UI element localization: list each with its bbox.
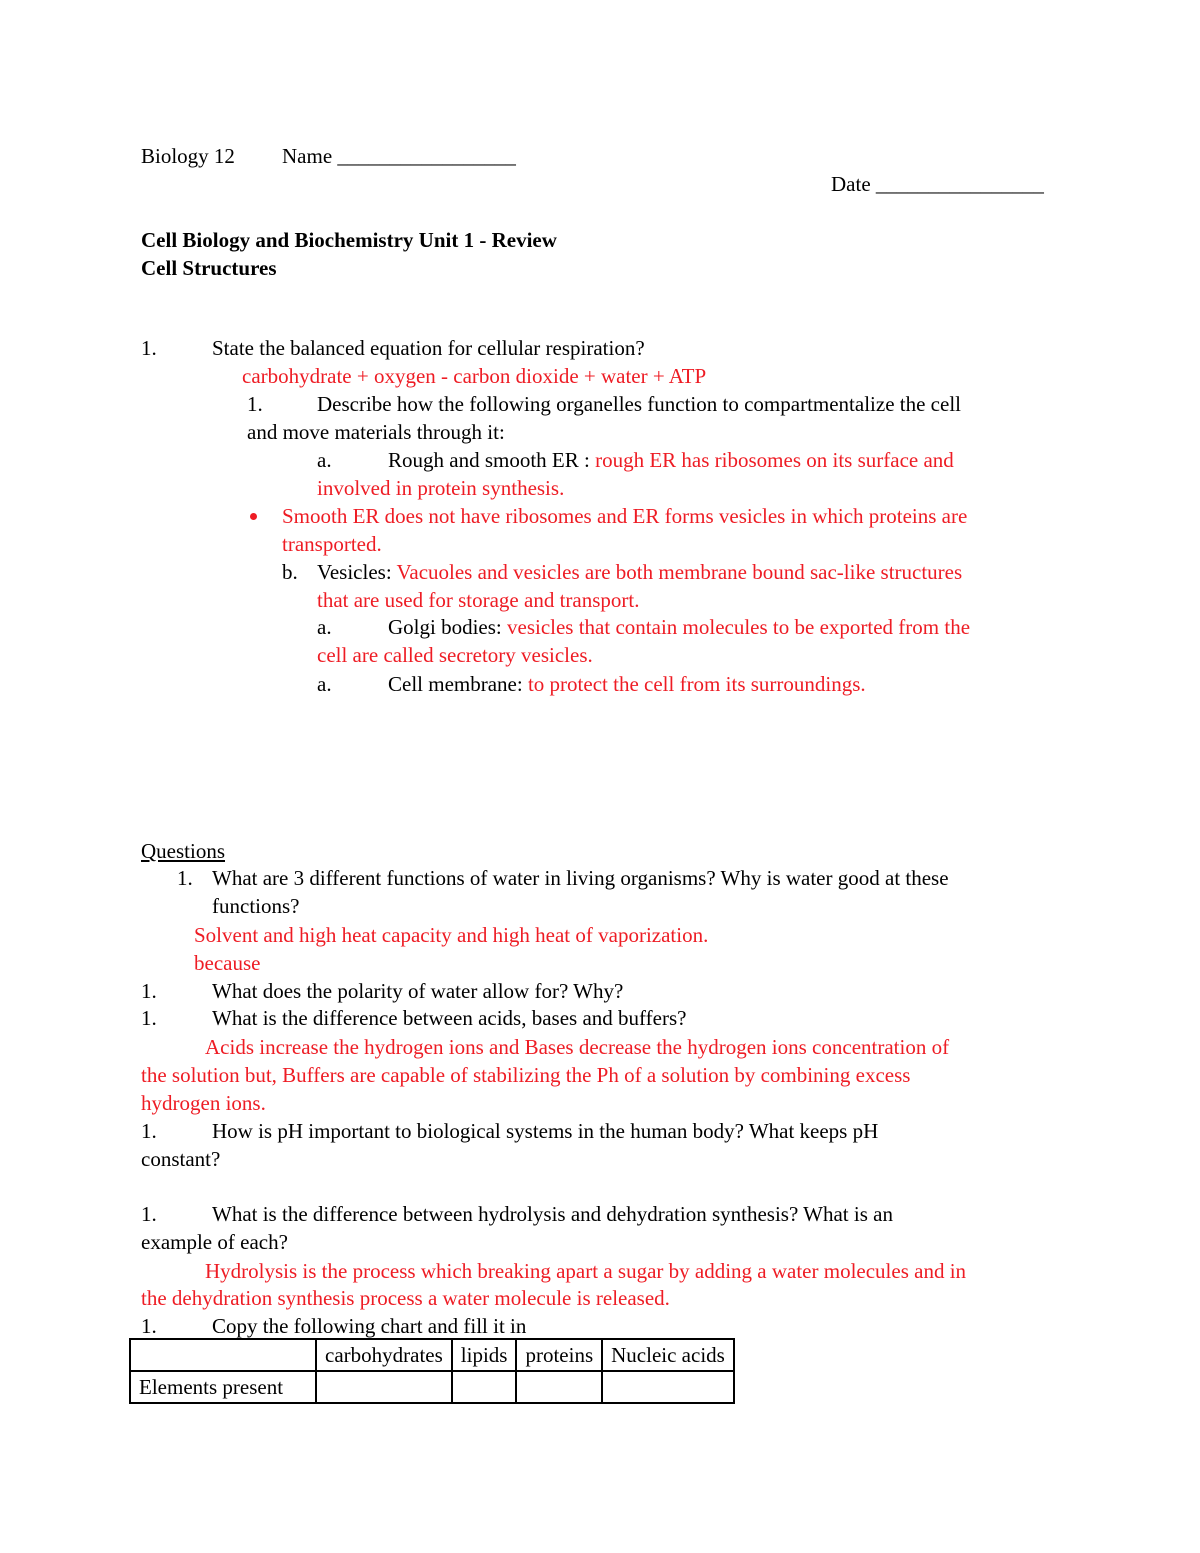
table-header-cell: lipids bbox=[452, 1339, 517, 1371]
polarity-q-text: What does the polarity of water allow for? Why? bbox=[212, 979, 624, 1003]
item-a-letter: a. bbox=[317, 448, 332, 472]
ph-q-line1: How is pH important to biological systems in the human body? What keeps pH bbox=[212, 1119, 879, 1143]
name-field bbox=[282, 142, 516, 170]
item-b-line1 bbox=[317, 558, 962, 586]
item-a-label: Rough and smooth ER : bbox=[388, 448, 590, 472]
name-label: Name bbox=[282, 144, 333, 168]
biomolecule-table bbox=[129, 1338, 735, 1404]
table-row-label: Elements present bbox=[130, 1371, 316, 1403]
questions-heading: Questions bbox=[141, 839, 225, 863]
water-q-line2: functions? bbox=[212, 894, 300, 918]
hydrolysis-answer-line1: Hydrolysis is the process which breaking apart a sugar by adding a water molecules and in bbox=[205, 1259, 967, 1283]
hydrolysis-q-number: 1. bbox=[141, 1202, 157, 1226]
item-c-answer: vesicles that contain molecules to be exported from the bbox=[507, 615, 971, 639]
hydrolysis-q-line2: example of each? bbox=[141, 1230, 288, 1254]
table-header-cell: proteins bbox=[516, 1339, 602, 1371]
hydrolysis-answer-line2: the dehydration synthesis process a water molecule is released. bbox=[141, 1286, 670, 1310]
table-header-cell bbox=[130, 1339, 316, 1371]
acids-answer-line2: the solution but, Buffers are capable of stabilizing the Ph of a solution by combining excess bbox=[141, 1063, 911, 1087]
date-field bbox=[831, 170, 1044, 198]
polarity-q-number: 1. bbox=[141, 979, 157, 1003]
water-answer-line2: because bbox=[194, 951, 261, 975]
acids-answer-line3: hydrogen ions. bbox=[141, 1091, 266, 1115]
item-c-letter: a. bbox=[317, 615, 332, 639]
page-title: Cell Biology and Biochemistry Unit 1 - Review bbox=[141, 228, 557, 252]
bullet-text-line2: transported. bbox=[282, 532, 382, 556]
item-d-line bbox=[388, 670, 866, 698]
item-c-answer-line2: cell are called secretory vesicles. bbox=[317, 643, 593, 667]
bullet-text-line1: Smooth ER does not have ribosomes and ER forms vesicles in which proteins are bbox=[282, 504, 968, 528]
item-c-label: Golgi bodies: bbox=[388, 615, 502, 639]
item-b-letter: b. bbox=[282, 560, 298, 584]
table-row bbox=[130, 1371, 734, 1403]
table-cell-empty bbox=[602, 1371, 734, 1403]
water-answer-line1: Solvent and high heat capacity and high heat of vaporization. bbox=[194, 923, 709, 947]
date-label: Date bbox=[831, 172, 871, 196]
table-cell-empty bbox=[452, 1371, 517, 1403]
table-cell-empty bbox=[516, 1371, 602, 1403]
water-q-number: 1. bbox=[177, 866, 193, 890]
bullet-icon bbox=[250, 513, 257, 520]
item-a-answer-line2: involved in protein synthesis. bbox=[317, 476, 565, 500]
acids-q-text: What is the difference between acids, bases and buffers? bbox=[212, 1006, 687, 1030]
chart-q-number: 1. bbox=[141, 1314, 157, 1338]
date-blank: ________________ bbox=[875, 172, 1044, 196]
q2-text-line1: Describe how the following organelles function to compartmentalize the cell bbox=[317, 392, 961, 416]
q1-number: 1. bbox=[141, 336, 157, 360]
ph-q-number: 1. bbox=[141, 1119, 157, 1143]
item-b-label: Vesicles: bbox=[317, 560, 392, 584]
item-d-label: Cell membrane: bbox=[388, 672, 523, 696]
water-q-line1: What are 3 different functions of water in living organisms? Why is water good at these bbox=[212, 866, 949, 890]
item-b-answer: Vacuoles and vesicles are both membrane bound sac-like structures bbox=[396, 560, 963, 584]
item-b-answer-line2: that are used for storage and transport. bbox=[317, 588, 640, 612]
item-c-line1 bbox=[388, 613, 970, 641]
item-d-letter: a. bbox=[317, 672, 332, 696]
course-label: Biology 12 bbox=[141, 144, 235, 168]
acids-q-number: 1. bbox=[141, 1006, 157, 1030]
page-subtitle: Cell Structures bbox=[141, 256, 277, 280]
chart-q-text: Copy the following chart and fill it in bbox=[212, 1314, 527, 1338]
q1-text: State the balanced equation for cellular respiration? bbox=[212, 336, 645, 360]
item-a-line1 bbox=[388, 446, 954, 474]
table-cell-empty bbox=[316, 1371, 452, 1403]
q1-answer: carbohydrate + oxygen - carbon dioxide + water + ATP bbox=[242, 364, 707, 388]
hydrolysis-q-line1: What is the difference between hydrolysis and dehydration synthesis? What is an bbox=[212, 1202, 893, 1226]
item-a-answer: rough ER has ribosomes on its surface and bbox=[595, 448, 954, 472]
q2-number: 1. bbox=[247, 392, 263, 416]
name-blank: _________________ bbox=[337, 144, 516, 168]
table-header-row bbox=[130, 1339, 734, 1371]
q2-text-line2: and move materials through it: bbox=[247, 420, 505, 444]
item-d-answer: to protect the cell from its surroundings. bbox=[527, 672, 866, 696]
ph-q-line2: constant? bbox=[141, 1147, 221, 1171]
acids-answer-line1: Acids increase the hydrogen ions and Bases decrease the hydrogen ions concentration of bbox=[205, 1035, 950, 1059]
table-header-cell: carbohydrates bbox=[316, 1339, 452, 1371]
table-header-cell: Nucleic acids bbox=[602, 1339, 734, 1371]
